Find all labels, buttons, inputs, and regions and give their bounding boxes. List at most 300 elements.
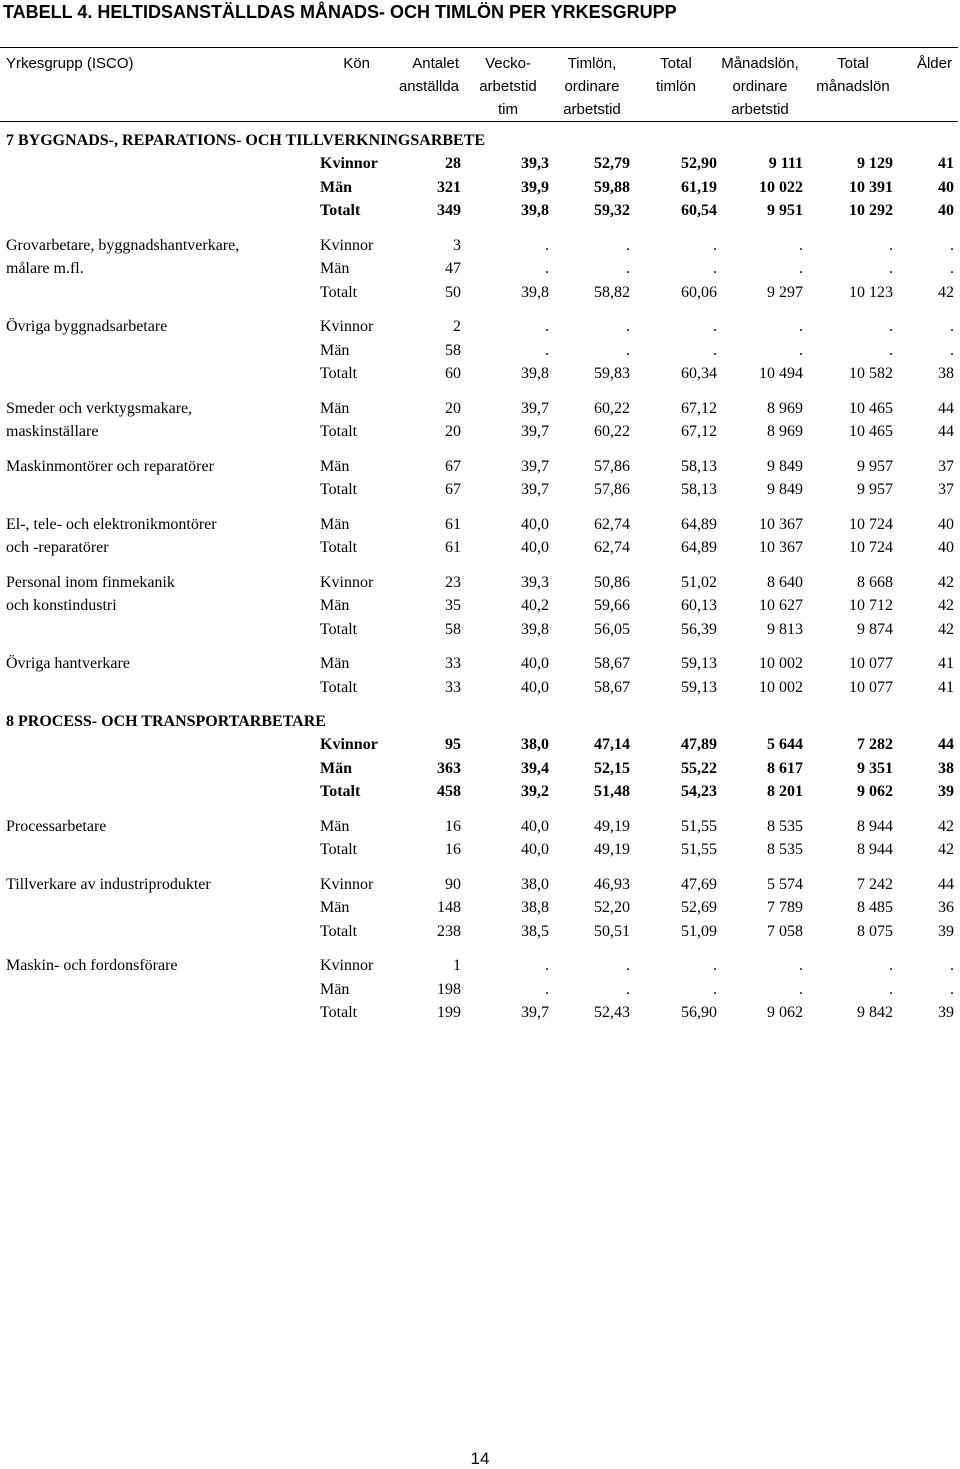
row-gender: Kvinnor <box>320 318 374 335</box>
row-occupation: Smeder och verktygsmakare, <box>6 399 193 417</box>
cell-monthly-total: 10 292 <box>849 202 893 219</box>
cell-monthly-ordinary: 8 617 <box>767 759 803 777</box>
cell-hourly-ordinary: 60,22 <box>594 423 630 440</box>
cell-monthly-total: 10 465 <box>849 399 893 417</box>
cell-hourly-total: 55,22 <box>681 759 717 777</box>
cell-monthly-ordinary: 9 062 <box>767 1004 803 1021</box>
cell-weekly-hours: . <box>545 260 549 277</box>
cell-weekly-hours: . <box>545 980 549 998</box>
table-row <box>0 339 960 363</box>
cell-monthly-total: 8 944 <box>857 817 893 835</box>
cell-age: . <box>950 341 954 359</box>
table-body <box>0 129 960 1025</box>
cell-hourly-ordinary: 58,82 <box>594 283 630 301</box>
cell-employees: 321 <box>437 178 461 196</box>
cell-monthly-ordinary: 10 022 <box>759 178 803 196</box>
cell-monthly-total: 9 129 <box>857 155 893 172</box>
column-header-age <box>917 52 952 75</box>
cell-weekly-hours: 38,0 <box>521 736 549 753</box>
row-gender: Män <box>320 759 352 777</box>
cell-monthly-total: 7 282 <box>857 736 893 753</box>
table-row <box>0 733 960 757</box>
cell-monthly-total: 9 957 <box>857 457 893 475</box>
table-row <box>0 257 960 281</box>
cell-monthly-total: . <box>889 980 893 998</box>
cell-employees: 33 <box>445 678 461 696</box>
cell-age: 44 <box>938 399 954 417</box>
cell-monthly-total: 10 077 <box>849 678 893 696</box>
cell-weekly-hours: 39,7 <box>521 423 549 440</box>
cell-hourly-total: . <box>713 980 717 998</box>
cell-monthly-ordinary: 7 058 <box>767 922 803 940</box>
cell-monthly-ordinary: 5 574 <box>767 875 803 893</box>
cell-hourly-ordinary: 52,43 <box>594 1004 630 1021</box>
cell-hourly-total: 58,13 <box>681 481 717 498</box>
cell-hourly-ordinary: 50,86 <box>594 573 630 591</box>
table-row <box>0 513 960 537</box>
section-gap <box>0 699 960 710</box>
cell-employees: 35 <box>445 597 461 614</box>
cell-monthly-ordinary: 5 644 <box>767 736 803 753</box>
page-number: 14 <box>470 1449 490 1468</box>
cell-hourly-ordinary: 57,86 <box>594 481 630 498</box>
cell-weekly-hours: 39,3 <box>521 155 549 172</box>
row-gender: Män <box>320 597 350 614</box>
cell-monthly-ordinary: 9 297 <box>767 283 803 301</box>
cell-age: . <box>950 957 954 974</box>
cell-employees: 20 <box>445 423 461 440</box>
table-row <box>0 838 960 862</box>
cell-hourly-ordinary: . <box>626 341 630 359</box>
cell-age: 42 <box>938 841 954 858</box>
column-header-line: Antalet <box>412 55 459 72</box>
group-gap <box>0 641 960 652</box>
column-header-line: Kön <box>343 55 370 72</box>
cell-hourly-ordinary: 49,19 <box>594 817 630 835</box>
cell-age: 36 <box>938 899 954 916</box>
row-occupation: Maskinmontörer och reparatörer <box>6 457 214 475</box>
row-gender: Män <box>320 899 350 916</box>
cell-age: 40 <box>938 178 954 196</box>
cell-monthly-total: . <box>889 236 893 254</box>
cell-age: 41 <box>938 678 954 696</box>
cell-weekly-hours: 39,8 <box>521 283 549 301</box>
cell-employees: 58 <box>445 341 461 359</box>
table-row <box>0 152 960 176</box>
cell-hourly-ordinary: 47,14 <box>594 736 630 753</box>
cell-age: . <box>950 980 954 998</box>
cell-employees: 67 <box>445 457 461 475</box>
cell-monthly-total: 10 077 <box>849 655 893 672</box>
row-gender: Totalt <box>320 1004 358 1021</box>
table-row <box>0 873 960 897</box>
cell-age: 40 <box>938 539 954 556</box>
group-gap <box>0 444 960 455</box>
cell-age: 39 <box>938 922 954 940</box>
cell-employees: 60 <box>445 365 461 382</box>
table-title: TABELL 4. HELTIDSANSTÄLLDAS MÅNADS- OCH TIMLÖN PER YRKESGRUPP <box>3 2 677 22</box>
cell-hourly-ordinary: 52,79 <box>594 155 630 172</box>
cell-weekly-hours: 40,2 <box>521 597 549 614</box>
cell-hourly-total: 60,54 <box>681 202 717 219</box>
cell-weekly-hours: 39,8 <box>521 365 549 382</box>
cell-hourly-total: 64,89 <box>681 539 717 556</box>
row-gender: Totalt <box>320 783 361 800</box>
cell-age: 42 <box>938 817 954 835</box>
cell-weekly-hours: 40,0 <box>521 817 549 835</box>
row-gender: Totalt <box>320 620 358 638</box>
cell-monthly-ordinary: 10 367 <box>759 515 803 533</box>
cell-hourly-total: . <box>713 341 717 359</box>
cell-hourly-total: . <box>713 318 717 335</box>
cell-hourly-ordinary: 59,83 <box>594 365 630 382</box>
row-gender: Män <box>320 817 350 835</box>
cell-hourly-ordinary: 59,32 <box>594 202 630 219</box>
row-gender: Totalt <box>320 365 358 382</box>
cell-weekly-hours: 39,9 <box>521 178 549 196</box>
row-occupation: El-, tele- och elektronikmontörer <box>6 515 217 533</box>
row-gender: Totalt <box>320 678 358 696</box>
column-header-line: Total <box>837 55 869 72</box>
cell-age: 44 <box>938 875 954 893</box>
row-occupation: och -reparatörer <box>6 539 109 556</box>
table-row <box>0 234 960 258</box>
cell-age: 37 <box>938 457 954 475</box>
cell-employees: 28 <box>445 155 461 172</box>
cell-employees: 23 <box>445 573 461 591</box>
row-gender: Män <box>320 515 350 533</box>
cell-monthly-total: . <box>889 260 893 277</box>
table-row <box>0 176 960 200</box>
cell-employees: 16 <box>445 841 461 858</box>
cell-monthly-ordinary: 10 627 <box>759 597 803 614</box>
table-row <box>0 536 960 560</box>
table-row <box>0 199 960 223</box>
cell-hourly-ordinary: 59,66 <box>594 597 630 614</box>
cell-monthly-total: 10 724 <box>849 539 893 556</box>
cell-monthly-total: 8 075 <box>857 922 893 940</box>
cell-weekly-hours: 40,0 <box>521 841 549 858</box>
table-row <box>0 281 960 305</box>
table-row <box>0 954 960 978</box>
cell-age: 38 <box>938 365 954 382</box>
row-occupation: Processarbetare <box>6 817 107 835</box>
cell-employees: 458 <box>437 783 461 800</box>
table-row <box>0 594 960 618</box>
cell-employees: 199 <box>437 1004 461 1021</box>
cell-monthly-ordinary: 10 494 <box>759 365 803 382</box>
group-gap <box>0 943 960 954</box>
cell-weekly-hours: 39,7 <box>521 1004 549 1021</box>
cell-hourly-total: 56,39 <box>681 620 717 638</box>
cell-hourly-ordinary: 52,15 <box>594 759 630 777</box>
cell-hourly-ordinary: . <box>626 957 630 974</box>
cell-weekly-hours: 40,0 <box>521 678 549 696</box>
row-occupation: Personal inom finmekanik <box>6 573 175 591</box>
cell-hourly-ordinary: 50,51 <box>594 922 630 940</box>
row-occupation: målare m.fl. <box>6 260 84 277</box>
row-gender: Män <box>320 980 350 998</box>
row-gender: Totalt <box>320 423 358 440</box>
row-gender: Totalt <box>320 841 358 858</box>
cell-age: 42 <box>938 597 954 614</box>
table-row <box>0 315 960 339</box>
table-row <box>0 478 960 502</box>
row-gender: Män <box>320 457 350 475</box>
cell-monthly-total: 10 123 <box>849 283 893 301</box>
cell-weekly-hours: . <box>545 236 549 254</box>
column-header-line: arbetstid <box>731 101 789 118</box>
cell-age: 42 <box>938 620 954 638</box>
cell-age: . <box>950 236 954 254</box>
cell-monthly-total: . <box>889 957 893 974</box>
column-header <box>0 50 960 120</box>
cell-hourly-total: 51,02 <box>681 573 717 591</box>
group-gap <box>0 804 960 815</box>
row-occupation: maskinställare <box>6 423 99 440</box>
cell-monthly-total: 10 582 <box>849 365 893 382</box>
cell-employees: 349 <box>437 202 461 219</box>
group-gap <box>0 560 960 571</box>
row-gender: Kvinnor <box>320 236 374 254</box>
row-gender: Män <box>320 399 350 417</box>
column-header-line: månadslön <box>816 78 890 95</box>
column-header-line: anställda <box>398 78 459 95</box>
row-gender: Kvinnor <box>320 736 378 753</box>
cell-age: 40 <box>938 515 954 533</box>
cell-weekly-hours: 39,3 <box>521 573 549 591</box>
row-gender: Totalt <box>320 922 358 940</box>
cell-hourly-ordinary: . <box>626 236 630 254</box>
row-gender: Kvinnor <box>320 875 374 893</box>
cell-monthly-total: . <box>889 318 893 335</box>
row-gender: Kvinnor <box>320 957 374 974</box>
table-row <box>0 362 960 386</box>
row-occupation: Övriga byggnadsarbetare <box>6 318 168 335</box>
column-header-line: Ålder <box>916 55 952 72</box>
cell-employees: 95 <box>445 736 461 753</box>
cell-employees: 3 <box>453 236 461 254</box>
section-heading: 8 PROCESS- OCH TRANSPORTARBETARE <box>6 713 326 730</box>
cell-hourly-total: 47,89 <box>681 736 717 753</box>
table-row <box>0 780 960 804</box>
column-header-line: arbetstid <box>563 101 621 118</box>
cell-monthly-ordinary: 9 951 <box>767 202 803 219</box>
cell-hourly-total: 60,06 <box>681 283 717 301</box>
cell-hourly-ordinary: 62,74 <box>594 539 630 556</box>
table-row <box>0 757 960 781</box>
cell-weekly-hours: . <box>545 957 549 974</box>
column-header-gender <box>343 52 370 75</box>
group-gap <box>0 502 960 513</box>
cell-hourly-total: . <box>713 260 717 277</box>
cell-age: 37 <box>938 481 954 498</box>
table-row <box>0 920 960 944</box>
header-top-rule <box>0 47 958 48</box>
row-gender: Kvinnor <box>320 573 374 591</box>
cell-weekly-hours: 39,2 <box>521 783 549 800</box>
row-occupation: Maskin- och fordonsförare <box>6 957 178 974</box>
cell-weekly-hours: 38,8 <box>521 899 549 916</box>
column-header-line: Total <box>660 55 692 72</box>
cell-monthly-total: 9 842 <box>857 1004 893 1021</box>
column-header-line: ordinare <box>564 78 620 95</box>
row-gender: Totalt <box>320 539 358 556</box>
row-gender: Män <box>320 341 350 359</box>
cell-employees: 67 <box>445 481 461 498</box>
cell-weekly-hours: 39,7 <box>521 481 549 498</box>
group-gap <box>0 304 960 315</box>
row-occupation: Övriga hantverkare <box>6 655 130 672</box>
cell-hourly-total: 54,23 <box>681 783 717 800</box>
cell-monthly-total: 9 351 <box>857 759 893 777</box>
cell-hourly-total: 52,69 <box>681 899 717 916</box>
cell-hourly-ordinary: 59,88 <box>594 178 630 196</box>
column-header-line: Vecko- <box>485 55 531 72</box>
cell-monthly-ordinary: 10 367 <box>759 539 803 556</box>
cell-monthly-total: 8 485 <box>857 899 893 916</box>
cell-age: 39 <box>938 1004 954 1021</box>
cell-employees: 20 <box>445 399 461 417</box>
cell-employees: 61 <box>445 515 461 533</box>
header-bottom-rule <box>0 121 958 122</box>
group-gap <box>0 862 960 873</box>
cell-monthly-ordinary: 8 535 <box>767 817 803 835</box>
cell-monthly-total: 9 874 <box>857 620 893 638</box>
table-row <box>0 420 960 444</box>
cell-monthly-total: 10 465 <box>849 423 893 440</box>
column-header-monthly-total <box>793 52 913 98</box>
cell-hourly-total: 51,55 <box>681 841 717 858</box>
cell-weekly-hours: 40,0 <box>521 539 549 556</box>
cell-weekly-hours: . <box>545 341 549 359</box>
cell-employees: 33 <box>445 655 461 672</box>
table-row <box>0 1001 960 1025</box>
cell-hourly-ordinary: 46,93 <box>594 875 630 893</box>
cell-weekly-hours: 40,0 <box>521 515 549 533</box>
row-occupation: Tillverkare av industriprodukter <box>6 875 211 893</box>
cell-hourly-total: 47,69 <box>681 875 717 893</box>
cell-age: 41 <box>938 155 954 172</box>
cell-weekly-hours: 40,0 <box>521 655 549 672</box>
cell-hourly-ordinary: 49,19 <box>594 841 630 858</box>
cell-monthly-ordinary: 9 111 <box>768 155 803 172</box>
cell-hourly-total: . <box>713 957 717 974</box>
row-gender: Män <box>320 260 350 277</box>
cell-hourly-total: 51,09 <box>681 922 717 940</box>
cell-hourly-ordinary: . <box>626 260 630 277</box>
column-header-line: Timlön, <box>567 55 617 72</box>
cell-weekly-hours: 39,7 <box>521 457 549 475</box>
cell-employees: 90 <box>445 875 461 893</box>
cell-hourly-ordinary: 56,05 <box>594 620 630 638</box>
cell-age: 39 <box>938 783 954 800</box>
row-occupation: och konstindustri <box>6 597 117 614</box>
group-gap <box>0 386 960 397</box>
cell-monthly-ordinary: . <box>799 236 803 254</box>
cell-age: 38 <box>938 759 954 777</box>
row-gender: Totalt <box>320 283 358 301</box>
cell-age: 44 <box>938 423 954 440</box>
row-occupation: Grovarbetare, byggnadshantverkare, <box>6 236 240 254</box>
cell-monthly-ordinary: 7 789 <box>767 899 803 916</box>
cell-monthly-total: 8 668 <box>857 573 893 591</box>
cell-hourly-ordinary: . <box>626 980 630 998</box>
cell-weekly-hours: . <box>545 318 549 335</box>
cell-hourly-ordinary: 52,20 <box>594 899 630 916</box>
cell-hourly-ordinary: 60,22 <box>594 399 630 417</box>
row-gender: Kvinnor <box>320 155 378 172</box>
cell-hourly-total: 52,90 <box>681 155 717 172</box>
column-header-line: ordinare <box>732 78 788 95</box>
cell-monthly-total: 10 724 <box>849 515 893 533</box>
cell-employees: 198 <box>437 980 461 998</box>
cell-hourly-total: 51,55 <box>681 817 717 835</box>
cell-monthly-total: 9 957 <box>857 481 893 498</box>
cell-weekly-hours: 39,8 <box>521 620 549 638</box>
cell-employees: 61 <box>445 539 461 556</box>
cell-age: 42 <box>938 283 954 301</box>
cell-hourly-ordinary: 58,67 <box>594 678 630 696</box>
column-header-line: Månadslön, <box>721 55 799 72</box>
cell-employees: 16 <box>445 817 461 835</box>
cell-hourly-total: 58,13 <box>681 457 717 475</box>
cell-employees: 148 <box>437 899 461 916</box>
cell-employees: 363 <box>437 759 461 777</box>
cell-monthly-ordinary: 9 849 <box>767 457 803 475</box>
table-row <box>0 652 960 676</box>
table-row <box>0 896 960 920</box>
cell-monthly-ordinary: 8 969 <box>767 423 803 440</box>
cell-monthly-total: 10 391 <box>849 178 893 196</box>
cell-monthly-total: 8 944 <box>857 841 893 858</box>
cell-monthly-ordinary: . <box>799 260 803 277</box>
column-header-line: arbetstid <box>479 78 537 95</box>
cell-monthly-ordinary: 10 002 <box>759 678 803 696</box>
cell-hourly-total: 59,13 <box>681 678 717 696</box>
cell-monthly-ordinary: 8 640 <box>767 573 803 591</box>
row-gender: Totalt <box>320 202 361 219</box>
cell-employees: 47 <box>445 260 461 277</box>
cell-weekly-hours: 39,7 <box>521 399 549 417</box>
cell-hourly-ordinary: 58,67 <box>594 655 630 672</box>
table-row <box>0 455 960 479</box>
cell-age: 42 <box>938 573 954 591</box>
cell-hourly-total: 60,34 <box>681 365 717 382</box>
cell-monthly-ordinary: 8 535 <box>767 841 803 858</box>
cell-employees: 2 <box>453 318 461 335</box>
cell-monthly-total: 7 242 <box>857 875 893 893</box>
row-gender: Totalt <box>320 481 358 498</box>
cell-hourly-ordinary: 57,86 <box>594 457 630 475</box>
table-row <box>0 571 960 595</box>
cell-weekly-hours: 39,4 <box>521 759 549 777</box>
row-gender: Män <box>320 655 350 672</box>
cell-hourly-total: . <box>713 236 717 254</box>
cell-monthly-total: 9 062 <box>857 783 893 800</box>
column-header-line: timlön <box>655 78 696 95</box>
cell-monthly-total: 10 712 <box>849 597 893 614</box>
cell-hourly-total: 67,12 <box>681 399 717 417</box>
cell-monthly-ordinary: 9 813 <box>767 620 803 638</box>
cell-monthly-ordinary: . <box>799 957 803 974</box>
cell-hourly-total: 59,13 <box>681 655 717 672</box>
cell-weekly-hours: 38,5 <box>521 922 549 940</box>
cell-employees: 58 <box>445 620 461 638</box>
cell-monthly-ordinary: 10 002 <box>759 655 803 672</box>
cell-hourly-total: 67,12 <box>681 423 717 440</box>
cell-weekly-hours: 38,0 <box>521 875 549 893</box>
